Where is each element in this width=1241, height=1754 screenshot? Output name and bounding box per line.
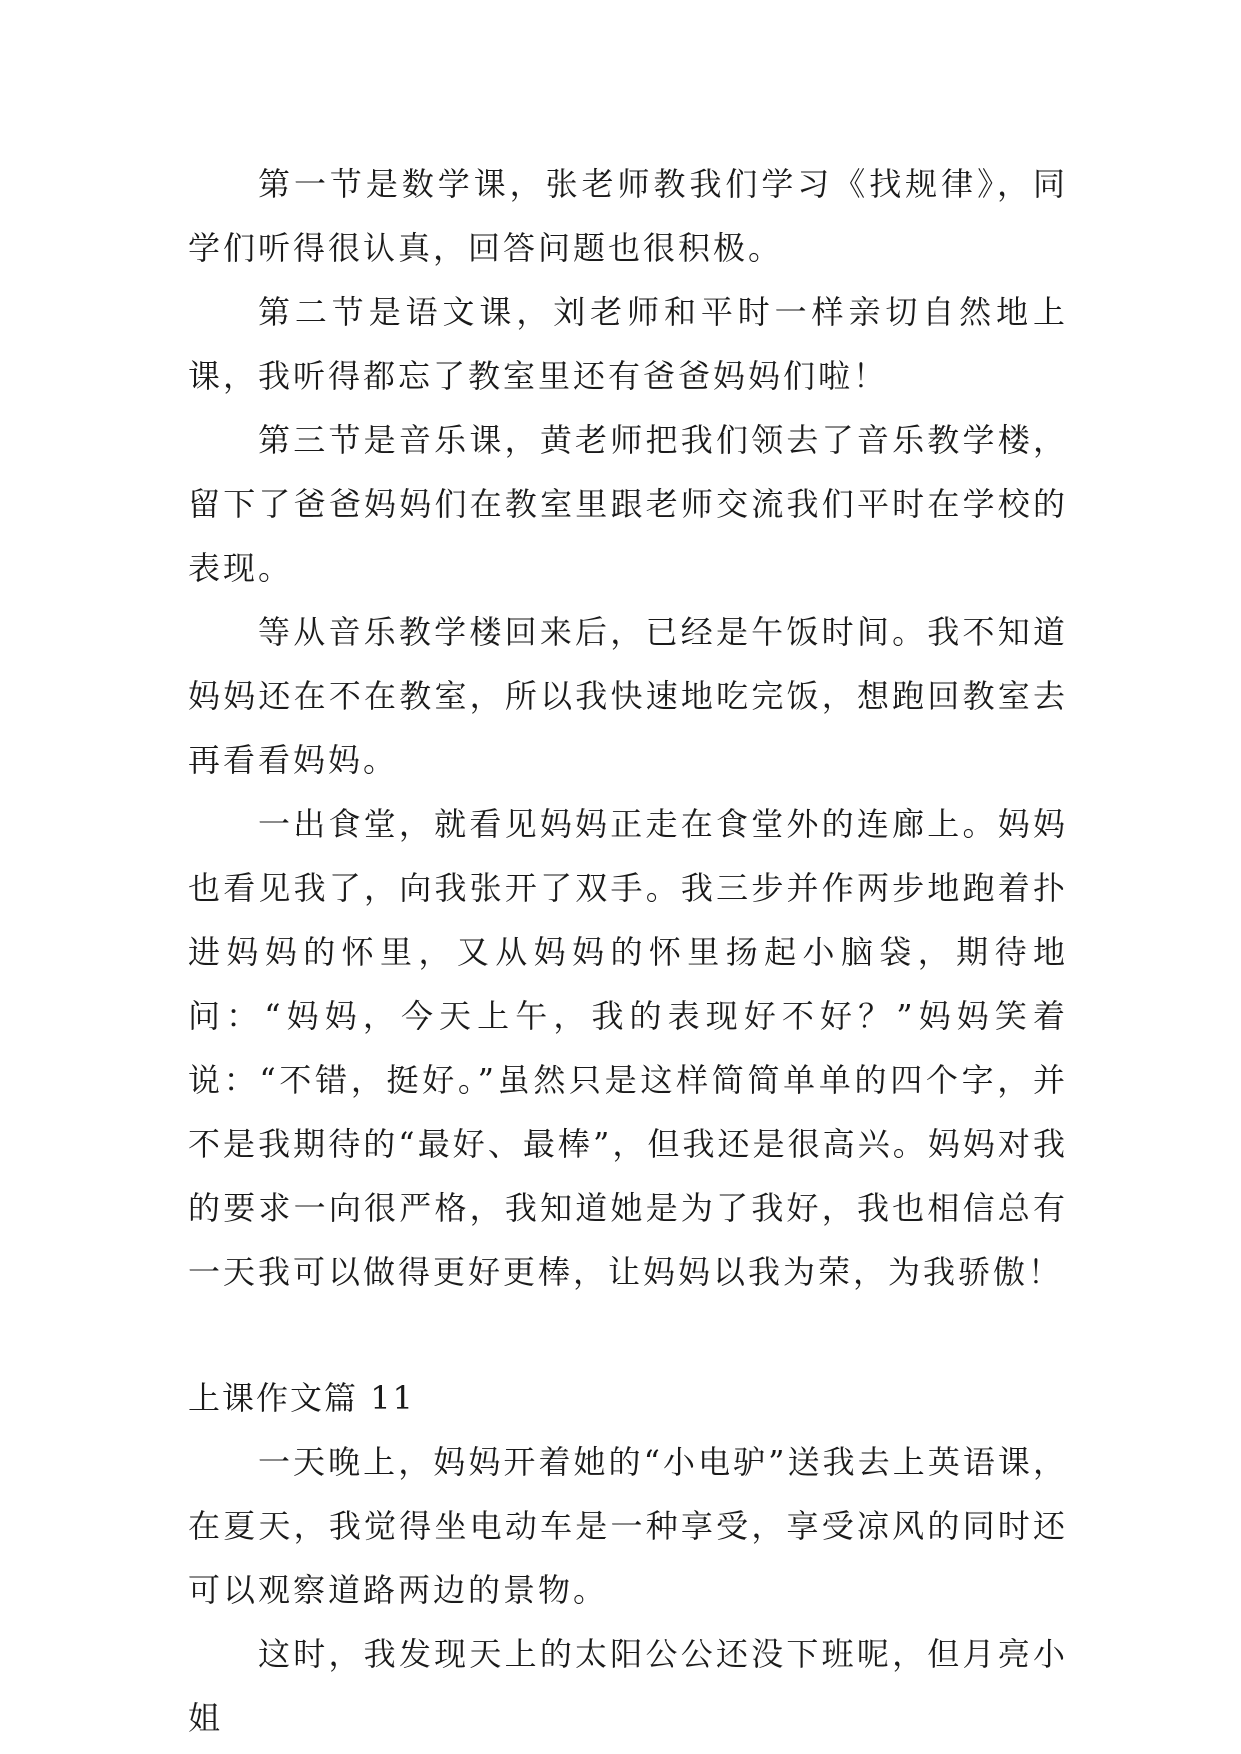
paragraph-chinese-class: 第二节是语文课，刘老师和平时一样亲切自然地上课，我听得都忘了教室里还有爸爸妈妈们啦！ [188,293,1068,395]
paragraph-meeting-mom: 一出食堂，就看见妈妈正走在食堂外的连廊上。妈妈也看见我了，向我张开了双手。我三步并作两步地跑着扑进妈妈的怀里，又从妈妈的怀里扬起小脑袋，期待地问：“妈妈，今天上午，我的表现好不好？”妈妈笑着说：“不错，挺好。”虽然只是这样简简单单的四个字，并不是我期待的“最好、最棒”，但我还是很高兴。妈妈对我的要求一向很严格，我知道她是为了我好，我也相信总有一天我可以做得更好更棒，让妈妈以我为荣，为我骄傲！ [188,805,1068,1291]
section-title: 上课作文 [188,1379,325,1417]
section-heading [188,1366,1068,1430]
paragraph-sun-and-moon: 这时，我发现天上的太阳公公还没下班呢，但月亮小姐 [188,1635,1068,1737]
paragraph-music-class: 第三节是音乐课，黄老师把我们领去了音乐教学楼，留下了爸爸妈妈们在教室里跟老师交流我们平时在学校的表现。 [188,421,1068,587]
paragraph-math-class: 第一节是数学课，张老师教我们学习《找规律》，同学们听得很认真，回答问题也很积极。 [188,165,1068,267]
section-number: 篇 11 [324,1379,415,1417]
document-page [188,152,1068,1750]
paragraph-lunch-time: 等从音乐教学楼回来后，已经是午饭时间。我不知道妈妈还在不在教室，所以我快速地吃完饭，想跑回教室去再看看妈妈。 [188,613,1068,779]
paragraph-english-class: 一天晚上，妈妈开着她的“小电驴”送我去上英语课，在夏天，我觉得坐电动车是一种享受，享受凉风的同时还可以观察道路两边的景物。 [188,1443,1068,1609]
